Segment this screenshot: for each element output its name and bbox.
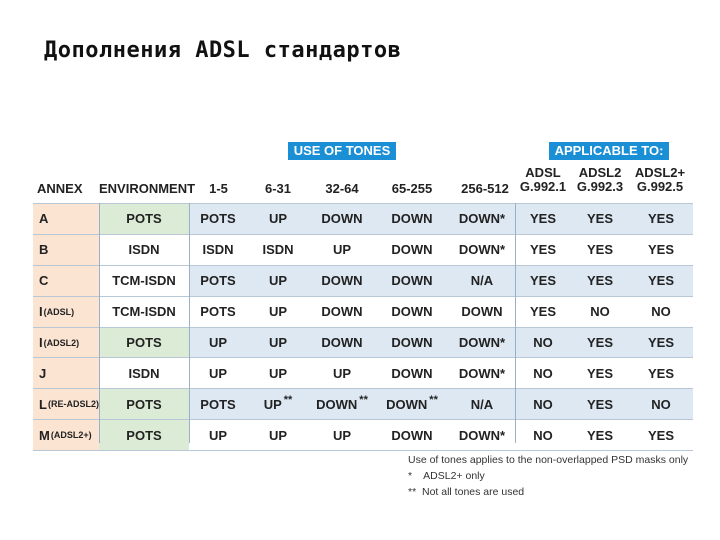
annex-subtype: (ADSL2+) xyxy=(50,430,92,441)
cell-value: DOWN* xyxy=(458,211,506,227)
cell-value: YES xyxy=(586,365,613,381)
cell-value: DOWN xyxy=(321,335,363,350)
cell-t4 xyxy=(375,297,449,327)
cell-adsl xyxy=(515,328,571,358)
cell-t1 xyxy=(189,328,247,358)
footnote-mark: ** xyxy=(283,394,293,407)
cell-t5 xyxy=(449,297,515,327)
footnote-mark: ** xyxy=(429,394,438,407)
cell-t2 xyxy=(247,266,309,296)
cell-value: N/A xyxy=(470,396,494,412)
cell-value: YES xyxy=(529,211,556,227)
cell-value: NO xyxy=(651,304,671,320)
cell-env xyxy=(99,420,189,450)
col-environment: ENVIRONMENT xyxy=(99,181,196,196)
cell-t3 xyxy=(309,358,375,388)
cell-adsl2 xyxy=(571,266,629,296)
cell-value: YES xyxy=(586,273,613,289)
cell-t1 xyxy=(189,389,247,419)
cell-adsl2p xyxy=(629,266,693,296)
cell-env xyxy=(99,266,189,296)
cell-value: YES xyxy=(647,427,674,443)
table-row xyxy=(33,328,693,359)
cell-adsl2p xyxy=(629,420,693,450)
cell-t4 xyxy=(375,358,449,388)
footnote-mark: ** xyxy=(359,394,368,407)
cell-value: DOWN xyxy=(461,304,503,320)
divider-annex xyxy=(99,203,100,443)
cell-t3 xyxy=(309,420,375,450)
table-row xyxy=(33,204,693,235)
annex-letter: M xyxy=(39,427,50,443)
cell-t5 xyxy=(449,235,515,265)
col-adsl2-name: ADSL2 xyxy=(578,165,622,180)
cell-adsl2p xyxy=(629,235,693,265)
cell-env xyxy=(99,358,189,388)
cell-value: UP xyxy=(208,365,228,381)
cell-adsl xyxy=(515,266,571,296)
footnotes xyxy=(408,452,688,500)
annex-subtype: (ADSL) xyxy=(43,306,75,317)
annex-cell xyxy=(33,420,99,450)
page-title: Дополнения ADSL стандартов xyxy=(44,38,402,63)
cell-adsl2 xyxy=(571,204,629,234)
divider-env xyxy=(189,203,190,443)
cell-t3 xyxy=(309,328,375,358)
cell-value: UP xyxy=(268,427,288,443)
annex-cell xyxy=(33,389,99,419)
cell-value: UP xyxy=(268,273,288,289)
cell-value: POTS xyxy=(126,211,162,227)
cell-t1 xyxy=(189,204,247,234)
cell-value: ISDN xyxy=(128,242,160,258)
annex-cell xyxy=(33,235,99,265)
cell-value: YES xyxy=(586,427,613,443)
cell-adsl xyxy=(515,420,571,450)
cell-t1 xyxy=(189,235,247,265)
cell-value: POTS xyxy=(200,273,236,289)
cell-t2 xyxy=(247,235,309,265)
cell-t5 xyxy=(449,420,515,450)
col-adsl xyxy=(515,166,571,194)
col-tones-65-255: 65-255 xyxy=(391,181,433,196)
cell-t2 xyxy=(247,297,309,327)
cell-t5 xyxy=(449,328,515,358)
cell-value: UP xyxy=(268,211,288,227)
cell-value: DOWN* xyxy=(458,335,506,350)
cell-value: YES xyxy=(586,242,613,258)
col-adsl-name: ADSL xyxy=(525,165,561,180)
table-row xyxy=(33,235,693,266)
cell-adsl2 xyxy=(571,358,629,388)
annex-subtype: (RE-ADSL2) xyxy=(47,399,99,410)
cell-t3 xyxy=(309,204,375,234)
cell-value: UP xyxy=(332,242,352,258)
cell-adsl2p xyxy=(629,204,693,234)
annex-letter: J xyxy=(39,365,47,381)
table-row xyxy=(33,420,693,451)
cell-value: YES xyxy=(647,273,674,289)
cell-t4 xyxy=(375,389,449,419)
footnote-single-star: * ADSL2+ only xyxy=(408,470,485,482)
col-adsl2plus-name: ADSL2+ xyxy=(634,165,686,180)
col-annex: ANNEX xyxy=(37,181,83,196)
cell-adsl2 xyxy=(571,328,629,358)
cell-value: UP xyxy=(332,365,352,381)
cell-value: YES xyxy=(586,211,613,227)
cell-value: POTS xyxy=(126,427,162,443)
cell-value: DOWN xyxy=(321,304,363,320)
cell-t2 xyxy=(247,389,309,419)
cell-env xyxy=(99,389,189,419)
col-adsl2 xyxy=(571,166,629,194)
cell-value: YES xyxy=(586,335,613,350)
cell-t1 xyxy=(189,297,247,327)
cell-value: UP xyxy=(208,335,228,350)
cell-value: ISDN xyxy=(262,242,294,258)
cell-value: UP xyxy=(268,365,288,381)
cell-value: YES xyxy=(647,365,674,381)
cell-value: DOWN xyxy=(321,211,363,227)
cell-t1 xyxy=(189,358,247,388)
cell-value: N/A xyxy=(470,273,494,289)
annex-cell xyxy=(33,297,99,327)
cell-value: DOWN xyxy=(391,335,433,350)
cell-t1 xyxy=(189,420,247,450)
column-headers xyxy=(33,165,693,204)
cell-adsl2p xyxy=(629,328,693,358)
cell-value: UP xyxy=(268,304,288,320)
cell-t5 xyxy=(449,358,515,388)
cell-t2 xyxy=(247,420,309,450)
annex-table xyxy=(33,203,693,451)
cell-t4 xyxy=(375,328,449,358)
col-tones-1-5: 1-5 xyxy=(209,181,228,196)
cell-adsl xyxy=(515,235,571,265)
col-adsl-std: G.992.1 xyxy=(519,179,567,194)
cell-t2 xyxy=(247,358,309,388)
cell-value: DOWN xyxy=(386,396,428,412)
cell-value: DOWN* xyxy=(458,365,506,381)
cell-value: YES xyxy=(647,335,674,350)
cell-value: DOWN xyxy=(391,365,433,381)
cell-value: DOWN* xyxy=(458,427,506,443)
col-tones-32-64: 32-64 xyxy=(325,181,359,196)
cell-value: UP xyxy=(268,335,288,350)
cell-value: POTS xyxy=(126,335,162,350)
col-adsl2plus xyxy=(629,166,691,194)
cell-value: UP xyxy=(332,427,352,443)
cell-value: POTS xyxy=(200,304,236,320)
cell-env xyxy=(99,235,189,265)
cell-t5 xyxy=(449,204,515,234)
cell-value: YES xyxy=(529,242,556,258)
divider-tones xyxy=(515,203,516,443)
cell-value: DOWN xyxy=(391,273,433,289)
col-tones-6-31: 6-31 xyxy=(264,181,292,196)
cell-value: UP xyxy=(208,427,228,443)
table-row xyxy=(33,297,693,328)
cell-adsl2 xyxy=(571,389,629,419)
cell-adsl2p xyxy=(629,297,693,327)
cell-value: ISDN xyxy=(202,242,234,258)
cell-adsl2 xyxy=(571,235,629,265)
cell-value: TCM-ISDN xyxy=(112,273,176,289)
cell-adsl2 xyxy=(571,420,629,450)
cell-env xyxy=(99,328,189,358)
cell-value: DOWN xyxy=(391,242,433,258)
cell-value: NO xyxy=(533,427,553,443)
annex-letter: A xyxy=(39,211,49,227)
annex-cell xyxy=(33,358,99,388)
cell-value: NO xyxy=(533,365,553,381)
cell-t4 xyxy=(375,266,449,296)
cell-value: YES xyxy=(586,396,613,412)
cell-value: DOWN xyxy=(321,273,363,289)
annex-letter: I xyxy=(39,304,43,320)
annex-subtype: (ADSL2) xyxy=(43,337,80,348)
cell-value: DOWN* xyxy=(458,242,506,258)
cell-t3 xyxy=(309,235,375,265)
cell-t5 xyxy=(449,389,515,419)
cell-adsl xyxy=(515,358,571,388)
footnote-double-star: ** Not all tones are used xyxy=(408,486,525,498)
cell-t3 xyxy=(309,297,375,327)
cell-value: DOWN xyxy=(391,304,433,320)
cell-value: POTS xyxy=(200,396,236,412)
cell-value: DOWN xyxy=(391,211,433,227)
cell-t1 xyxy=(189,266,247,296)
cell-env xyxy=(99,297,189,327)
cell-t3 xyxy=(309,266,375,296)
annex-letter: C xyxy=(39,273,49,289)
annex-letter: I xyxy=(39,335,43,350)
cell-value: ISDN xyxy=(128,365,160,381)
cell-adsl2p xyxy=(629,389,693,419)
cell-value: NO xyxy=(533,335,553,350)
cell-env xyxy=(99,204,189,234)
table-row xyxy=(33,389,693,420)
cell-value: TCM-ISDN xyxy=(112,304,176,320)
cell-value: DOWN xyxy=(316,396,358,412)
col-adsl2plus-std: G.992.5 xyxy=(636,179,684,194)
annex-cell xyxy=(33,266,99,296)
cell-value: YES xyxy=(647,211,674,227)
cell-value: DOWN xyxy=(391,427,433,443)
cell-value: NO xyxy=(590,304,610,320)
annex-letter: B xyxy=(39,242,49,258)
cell-value: YES xyxy=(529,304,556,320)
cell-value: POTS xyxy=(200,211,236,227)
cell-value: NO xyxy=(533,396,553,412)
table-row xyxy=(33,358,693,389)
cell-value: YES xyxy=(647,242,674,258)
cell-t4 xyxy=(375,204,449,234)
col-adsl2-std: G.992.3 xyxy=(576,179,624,194)
annex-cell xyxy=(33,328,99,358)
cell-t4 xyxy=(375,235,449,265)
cell-adsl2 xyxy=(571,297,629,327)
footnote-psd: Use of tones applies to the non-overlapped PSD masks only xyxy=(408,454,689,466)
cell-adsl xyxy=(515,389,571,419)
annex-letter: L xyxy=(39,396,47,412)
cell-adsl2p xyxy=(629,358,693,388)
cell-adsl xyxy=(515,204,571,234)
cell-value: NO xyxy=(651,396,671,412)
applicable-to-header: APPLICABLE TO: xyxy=(549,142,669,160)
cell-value: POTS xyxy=(126,396,162,412)
annex-cell xyxy=(33,204,99,234)
cell-adsl xyxy=(515,297,571,327)
col-tones-256-512: 256-512 xyxy=(461,181,509,196)
cell-value: UP xyxy=(263,396,282,412)
cell-t5 xyxy=(449,266,515,296)
table-row xyxy=(33,266,693,297)
cell-t2 xyxy=(247,204,309,234)
cell-value: YES xyxy=(529,273,556,289)
use-of-tones-header: USE OF TONES xyxy=(288,142,396,160)
cell-t4 xyxy=(375,420,449,450)
cell-t3 xyxy=(309,389,375,419)
cell-t2 xyxy=(247,328,309,358)
